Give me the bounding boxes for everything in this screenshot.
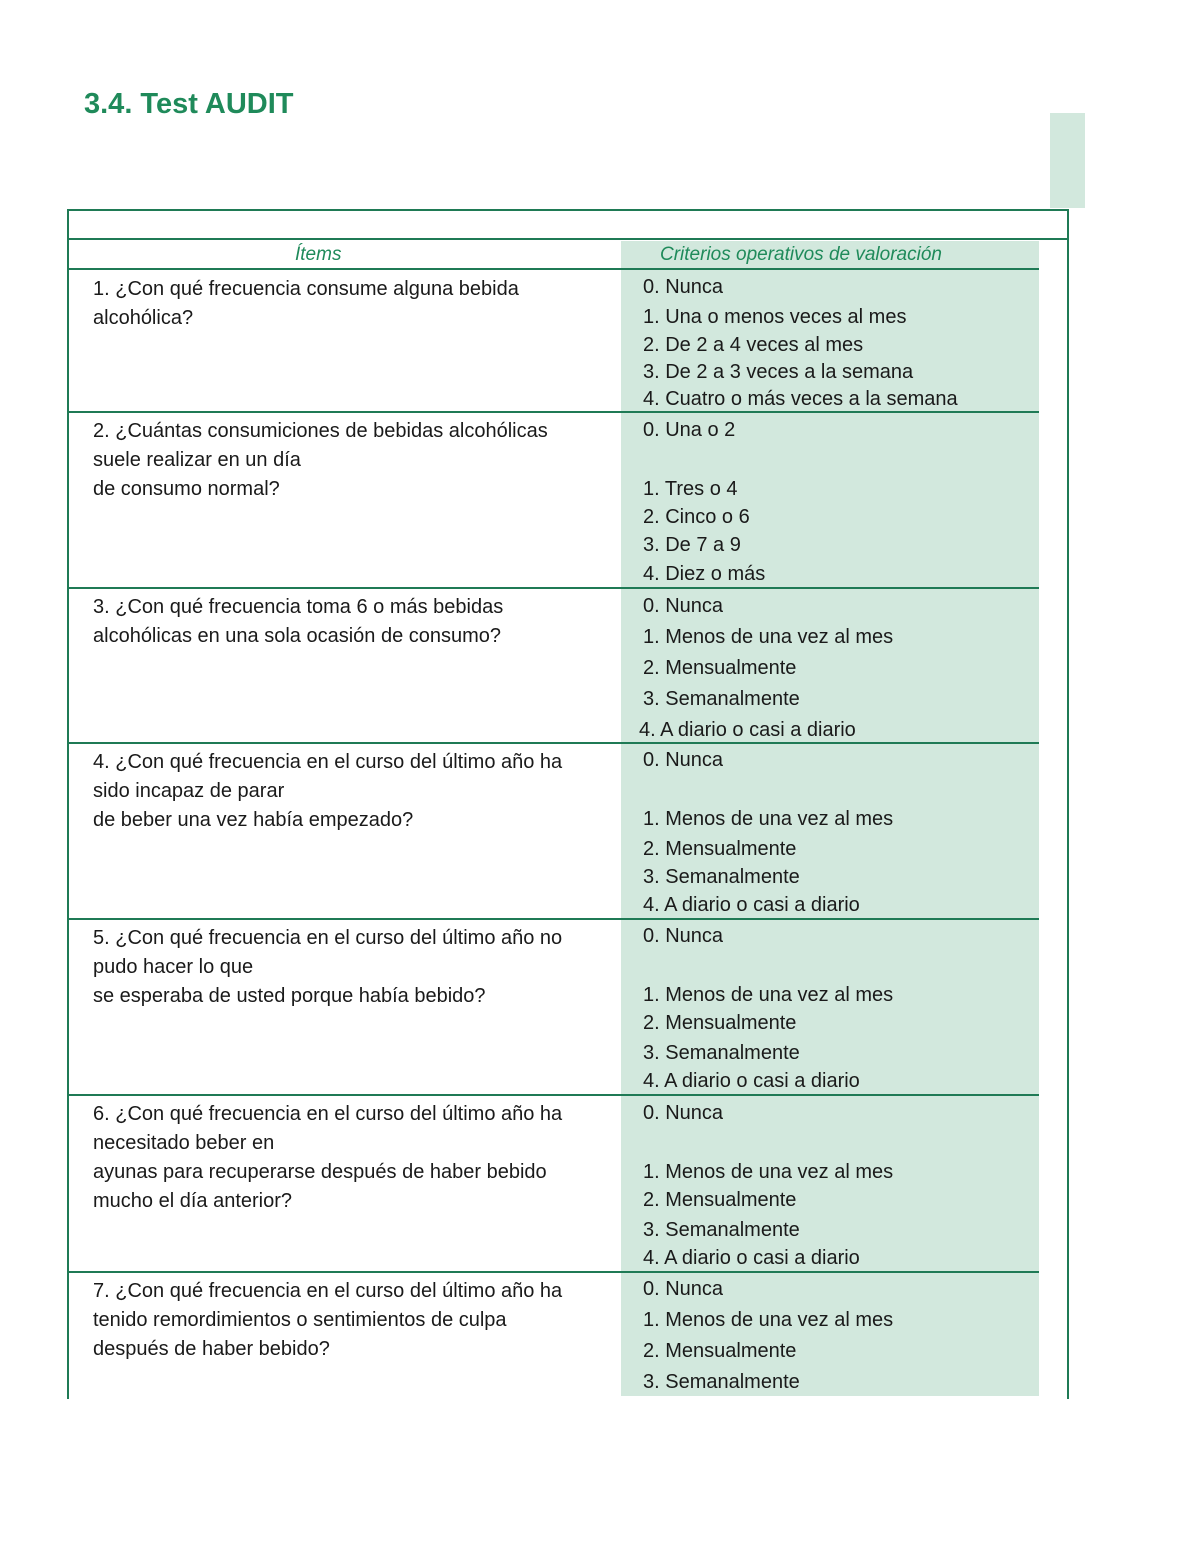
answer-option: 4. Diez o más — [643, 563, 766, 585]
table-row — [69, 1096, 1039, 1273]
answer-option: 1. Menos de una vez al mes — [643, 984, 894, 1006]
side-tab-marker — [1050, 113, 1085, 208]
question-text: 5. ¿Con qué frecuencia en el curso del último año no pudo hacer lo que se esperaba de usted porque había bebido? — [93, 927, 563, 1007]
question-text: 4. ¿Con qué frecuencia en el curso del último año ha sido incapaz de parar de beber una vez había empezado? — [93, 751, 563, 831]
table-row — [69, 1273, 1039, 1396]
answer-option: 3. Semanalmente — [643, 1042, 800, 1064]
answer-option: 4. A diario o casi a diario — [643, 1070, 860, 1092]
table-row — [69, 271, 1039, 413]
header-items: Ítems — [295, 244, 342, 265]
answer-option: 2. Mensualmente — [643, 838, 797, 860]
answer-option: 0. Nunca — [643, 595, 724, 617]
answer-option: 1. Menos de una vez al mes — [643, 1309, 894, 1331]
table-top-band — [67, 209, 1069, 240]
question-text: 2. ¿Cuántas consumiciones de bebidas alcohólicas suele realizar en un día de consumo normal? — [93, 420, 548, 500]
answer-option: 1. Menos de una vez al mes — [643, 626, 894, 648]
answer-option: 2. De 2 a 4 veces al mes — [643, 334, 864, 356]
answer-option: 2. Mensualmente — [643, 1189, 797, 1211]
header-criteria: Criterios operativos de valoración — [660, 244, 942, 265]
table-row — [69, 589, 1039, 744]
answer-option: 1. Menos de una vez al mes — [643, 1161, 894, 1183]
table-row — [69, 744, 1039, 920]
answer-option: 0. Nunca — [643, 276, 724, 298]
answer-option: 2. Mensualmente — [643, 657, 797, 679]
page-title: 3.4. Test AUDIT — [84, 88, 294, 120]
answer-option: 4. A diario o casi a diario — [643, 894, 860, 916]
question-text: 6. ¿Con qué frecuencia en el curso del último año ha necesitado beber en ayunas para recuperarse después de haber bebido mucho el día anterior? — [93, 1103, 563, 1212]
answer-option: 4. A diario o casi a diario — [639, 719, 856, 741]
answer-option: 1. Una o menos veces al mes — [643, 306, 907, 328]
answer-option: 0. Una o 2 — [643, 419, 736, 441]
answer-option: 4. A diario o casi a diario — [643, 1247, 860, 1269]
answer-option: 1. Menos de una vez al mes — [643, 808, 894, 830]
answer-option: 3. Semanalmente — [643, 1219, 800, 1241]
table-row — [69, 413, 1039, 589]
answer-option: 2. Mensualmente — [643, 1012, 797, 1034]
question-text: 1. ¿Con qué frecuencia consume alguna bebida alcohólica? — [93, 278, 519, 329]
answer-option: 0. Nunca — [643, 1102, 724, 1124]
table-header-row — [69, 241, 1039, 270]
answer-option: 2. Cinco o 6 — [643, 506, 750, 528]
answer-option: 3. Semanalmente — [643, 688, 800, 710]
answer-option: 3. De 7 a 9 — [643, 534, 741, 556]
answer-option: 4. Cuatro o más veces a la semana — [643, 388, 958, 410]
answer-option: 3. Semanalmente — [643, 1371, 800, 1393]
answer-option: 1. Tres o 4 — [643, 478, 738, 500]
question-text: 7. ¿Con qué frecuencia en el curso del último año ha tenido remordimientos o sentimientos de culpa después de haber bebido? — [93, 1280, 563, 1360]
answer-option: 2. Mensualmente — [643, 1340, 797, 1362]
question-text: 3. ¿Con qué frecuencia toma 6 o más bebidas alcohólicas en una sola ocasión de consumo? — [93, 596, 504, 647]
table-row — [69, 920, 1039, 1096]
answer-option: 0. Nunca — [643, 1278, 724, 1300]
answer-option: 3. De 2 a 3 veces a la semana — [643, 361, 914, 383]
answer-option: 0. Nunca — [643, 749, 724, 771]
answer-option: 3. Semanalmente — [643, 866, 800, 888]
answer-option: 0. Nunca — [643, 925, 724, 947]
